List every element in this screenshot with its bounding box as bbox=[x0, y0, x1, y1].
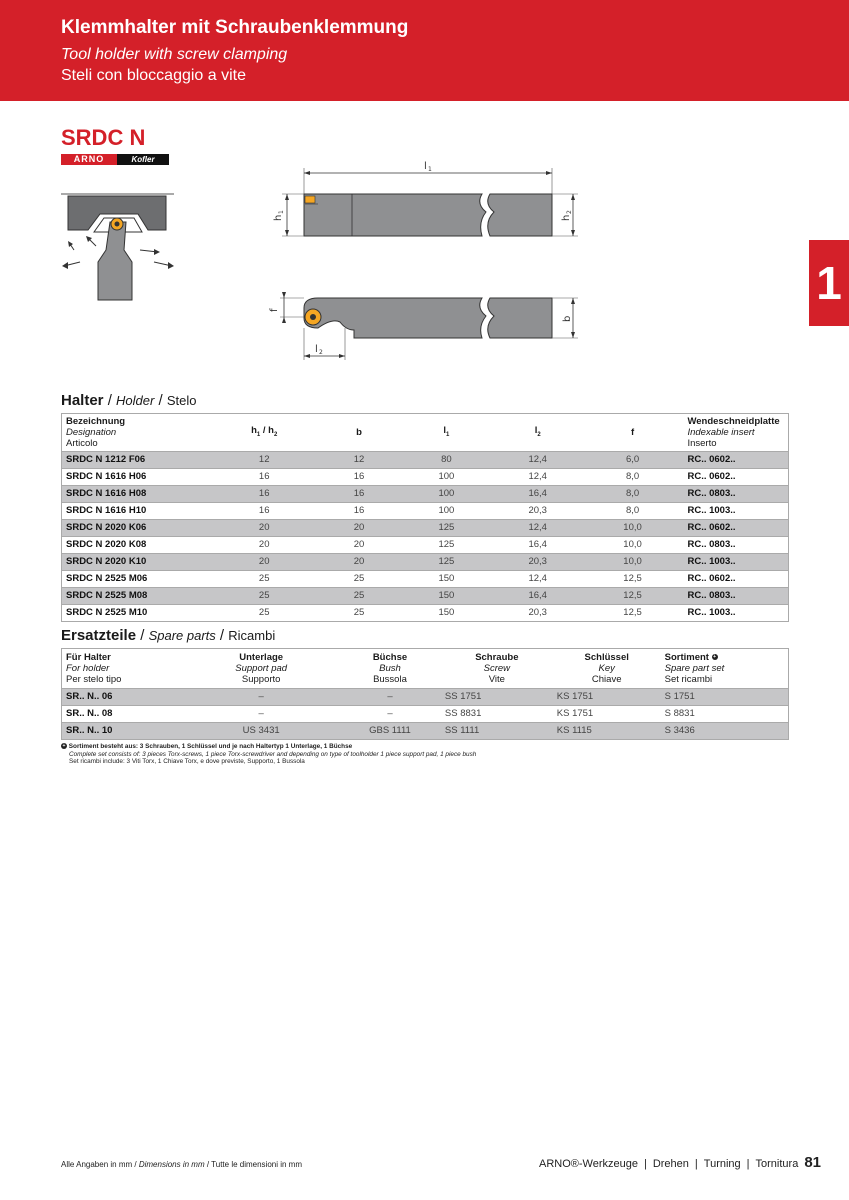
col-key: Schlüssel Key Chiave bbox=[584, 652, 629, 685]
table-row[interactable]: SRDC N 1212 F06 12 12 80 12,4 6,0 RC.. 0602.. bbox=[62, 452, 789, 469]
table-row[interactable]: SR.. N.. 06 – – SS 1751 KS 1751 S 1751 bbox=[62, 689, 789, 706]
spare-title-it: Ricambi bbox=[228, 628, 276, 643]
footnote-de: Sortiment besteht aus: 3 Schrauben, 1 Schlüssel und je nach Haltertyp 1 Unterlage, 1 Büchse bbox=[68, 743, 353, 750]
f-label: f bbox=[269, 308, 280, 312]
footer-brand: ARNO®-Werkzeuge | Drehen | Turning | Tornitura 81 bbox=[538, 1154, 821, 1171]
table-row[interactable]: SRDC N 2525 M06 25 25 150 12,4 12,5 RC.. 0602.. bbox=[62, 571, 789, 588]
footnote-en: Complete set consists of: 3 pieces Torx-screws, 1 piece Torx-screwdriver and depending on type of toolholder 1 piece support pad, 1 piece bush bbox=[69, 750, 477, 758]
col-insert: Wendeschneidplatte Indexable insert Inserto bbox=[687, 416, 780, 449]
spare-section-title: Ersatzteile / Spare parts / Ricambi bbox=[61, 627, 276, 644]
col-b: b bbox=[356, 427, 362, 438]
col-bush: Büchse Bush Bussola bbox=[372, 652, 408, 685]
table-row[interactable]: SRDC N 1616 H10 16 16 100 20,3 8,0 RC.. 1003.. bbox=[62, 503, 789, 520]
l2-label: l bbox=[315, 344, 318, 355]
table-row[interactable]: SRDC N 2020 K08 20 20 125 16,4 10,0 RC.. 0803.. bbox=[62, 537, 789, 554]
footer-brand-name: ARNO®-Werkzeuge bbox=[538, 1158, 638, 1170]
col-h1-h2: $h_1 / h_2$ bbox=[251, 424, 278, 438]
col-screw: Schraube Screw Vite bbox=[475, 652, 519, 685]
table-row[interactable]: SRDC N 2525 M10 25 25 150 20,3 12,5 RC.. 1003.. bbox=[62, 605, 789, 622]
h2-sub-label: 2 bbox=[566, 210, 573, 214]
table-row[interactable]: SRDC N 2525 M08 25 25 150 16,4 12,5 RC.. 0803.. bbox=[62, 588, 789, 605]
col-l1: $l_1$ bbox=[443, 424, 450, 438]
product-title: SRDC N bbox=[61, 125, 146, 150]
table-row[interactable]: SRDC N 2020 K10 20 20 125 20,3 10,0 RC.. 1003.. bbox=[62, 554, 789, 571]
page-number: 81 bbox=[804, 1154, 821, 1171]
col-support-pad: Unterlage Support pad Supporto bbox=[235, 652, 288, 685]
holder-section-title: Halter / Holder / Stelo bbox=[61, 392, 197, 409]
holder-table-header bbox=[62, 414, 789, 452]
spare-table-header bbox=[62, 649, 789, 689]
l1-label: l bbox=[424, 161, 427, 172]
technical-drawing bbox=[0, 0, 849, 380]
footer-cat-en: Turning bbox=[703, 1158, 741, 1170]
col-spare-set: Sortiment + Spare part set Set ricambi bbox=[664, 652, 725, 685]
footer-cat-it: Tornitura bbox=[755, 1158, 799, 1170]
table-row[interactable]: SRDC N 1616 H06 16 16 100 12,4 8,0 RC.. 0602.. bbox=[62, 469, 789, 486]
spare-title-en: Spare parts bbox=[148, 628, 216, 643]
header-title-de: Klemmhalter mit Schraubenklemmung bbox=[61, 17, 409, 38]
holder-title-de: Halter bbox=[61, 392, 104, 409]
footnote-icon: + bbox=[62, 743, 66, 750]
table-row[interactable]: SR.. N.. 08 – – SS 8831 KS 1751 S 8831 bbox=[62, 706, 789, 723]
footnote bbox=[61, 743, 476, 766]
holder-title-en: Holder bbox=[116, 393, 155, 408]
footnote-marker-icon: + bbox=[713, 654, 717, 661]
h1-sub-label: 1 bbox=[278, 210, 285, 214]
col-designation: Bezeichnung Designation Articolo bbox=[66, 416, 126, 449]
table-row[interactable]: SRDC N 1616 H08 16 16 100 16,4 8,0 RC.. 0803.. bbox=[62, 486, 789, 503]
spare-table bbox=[61, 648, 789, 740]
h2-label: h bbox=[561, 214, 572, 221]
footer-dimensions: Alle Angaben in mm / Dimensions in mm / Tutte le dimensioni in mm bbox=[61, 1160, 303, 1169]
chapter-tab[interactable]: 1 bbox=[809, 240, 849, 326]
col-f: f bbox=[630, 427, 635, 438]
footnote-it: Set ricambi include: 3 Viti Torx, 1 Chiave Torx, e dove previste, Supporto, 1 Bussola bbox=[69, 758, 305, 766]
spare-title-de: Ersatzteile bbox=[61, 627, 137, 644]
holder-table bbox=[61, 413, 789, 622]
side-view bbox=[273, 161, 578, 236]
footer-cat-de: Drehen bbox=[652, 1158, 689, 1170]
h1-label: h bbox=[273, 214, 284, 221]
col-for-holder: Für Halter For holder Per stelo tipo bbox=[66, 652, 122, 685]
l2-sub-label: 2 bbox=[319, 349, 323, 356]
header-title-it: Steli con bloccaggio a vite bbox=[61, 67, 246, 84]
header-title-en: Tool holder with screw clamping bbox=[61, 46, 288, 63]
holder-title-it: Stelo bbox=[166, 393, 197, 408]
clamping-view-icon bbox=[61, 194, 174, 300]
col-l2: $l_2$ bbox=[534, 424, 541, 438]
table-row[interactable]: SRDC N 2020 K06 20 20 125 12,4 10,0 RC.. 0602.. bbox=[62, 520, 789, 537]
l1-sub-label: 1 bbox=[428, 166, 432, 173]
top-view bbox=[269, 292, 578, 360]
table-row[interactable]: SR.. N.. 10 US 3431 GBS 1111 SS 1111 KS 1115 S 3436 bbox=[62, 723, 789, 740]
kofler-logo: Kofler bbox=[117, 154, 169, 165]
arno-logo: ARNO bbox=[61, 154, 117, 165]
b-label: b bbox=[562, 315, 573, 322]
